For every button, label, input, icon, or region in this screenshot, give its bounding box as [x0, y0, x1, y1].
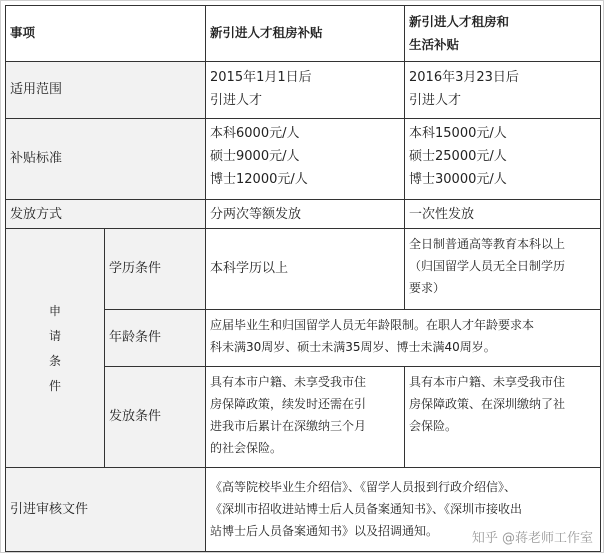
age-label: 年龄条件 [109, 330, 162, 345]
standard-rent-value: 本科6000元/人 硕士9000元/人 博士12000元/人 [210, 126, 308, 187]
scope-rent-living-value: 2016年3月23日后 引进人才 [409, 70, 519, 108]
issue-rent-living-cell [404, 366, 601, 468]
scope-label-cell [5, 61, 206, 119]
payment-rent-value: 分两次等额发放 [210, 207, 302, 222]
documents-label-cell [5, 467, 206, 552]
issue-rent-living-value: 具有本市户籍、未享受我市住 房保障政策、在深圳缴纳了社 会保险。 [409, 375, 566, 433]
standard-rent-cell [205, 118, 405, 200]
documents-value: 《高等院校毕业生介绍信》、《留学人员报到行政介绍信》、 《深圳市招收进站博士后人员备案通知书》、《深圳市接收出 站博士后人员备案通知书》以及招调通知。 [210, 480, 523, 538]
documents-label: 引进审核文件 [10, 502, 89, 517]
payment-label: 发放方式 [10, 207, 63, 222]
header-rent-living-subsidy-label: 新引进人才租房和 生活补贴 [409, 14, 510, 52]
scope-label: 适用范围 [10, 82, 63, 97]
standard-rent-living-cell [404, 118, 601, 200]
education-label-cell [104, 228, 206, 310]
scope-rent-value: 2015年1月1日后 引进人才 [210, 70, 312, 108]
conditions-label: 申 请 条 件 [48, 304, 61, 393]
header-rent-subsidy-label: 新引进人才租房补贴 [210, 25, 323, 40]
issue-rent-cell [205, 366, 405, 468]
standard-rent-living-value: 本科15000元/人 硕士25000元/人 博士30000元/人 [409, 126, 507, 187]
payment-rent-living-value: 一次性发放 [409, 207, 475, 222]
standard-label: 补贴标准 [10, 151, 63, 166]
education-rent-value: 本科学历以上 [210, 261, 289, 276]
header-cell-rent-subsidy [205, 5, 405, 62]
payment-label-cell [5, 199, 206, 229]
header-cell-item [5, 5, 206, 62]
header-cell-rent-living-subsidy [404, 5, 601, 62]
age-value: 应届毕业生和归国留学人员无年龄限制。在职人才年龄要求本 科未满30周岁、硕士未满35周岁、博士未满40周岁。 [210, 318, 535, 354]
watermark: 知乎 @蒋老师工作室 [471, 531, 593, 546]
age-value-cell [205, 309, 601, 367]
education-label: 学历条件 [109, 261, 162, 276]
education-rent-cell [205, 228, 405, 310]
issue-label-cell [104, 366, 206, 468]
scope-rent-living-cell [404, 61, 601, 119]
header-item-label: 事项 [10, 25, 36, 40]
standard-label-cell [5, 118, 206, 200]
education-rent-living-cell [404, 228, 601, 310]
payment-rent-living-cell [404, 199, 601, 229]
issue-rent-value: 具有本市户籍、未享受我市住 房保障政策，续发时还需在引 进我市后累计在深缴纳三个月 的社会保险。 [210, 375, 367, 455]
age-label-cell [104, 309, 206, 367]
issue-label: 发放条件 [109, 409, 162, 424]
conditions-label-cell [5, 228, 105, 468]
education-rent-living-value: 全日制普通高等教育本科以上 （归国留学人员无全日制学历 要求） [409, 237, 566, 295]
payment-rent-cell [205, 199, 405, 229]
scope-rent-cell [205, 61, 405, 119]
